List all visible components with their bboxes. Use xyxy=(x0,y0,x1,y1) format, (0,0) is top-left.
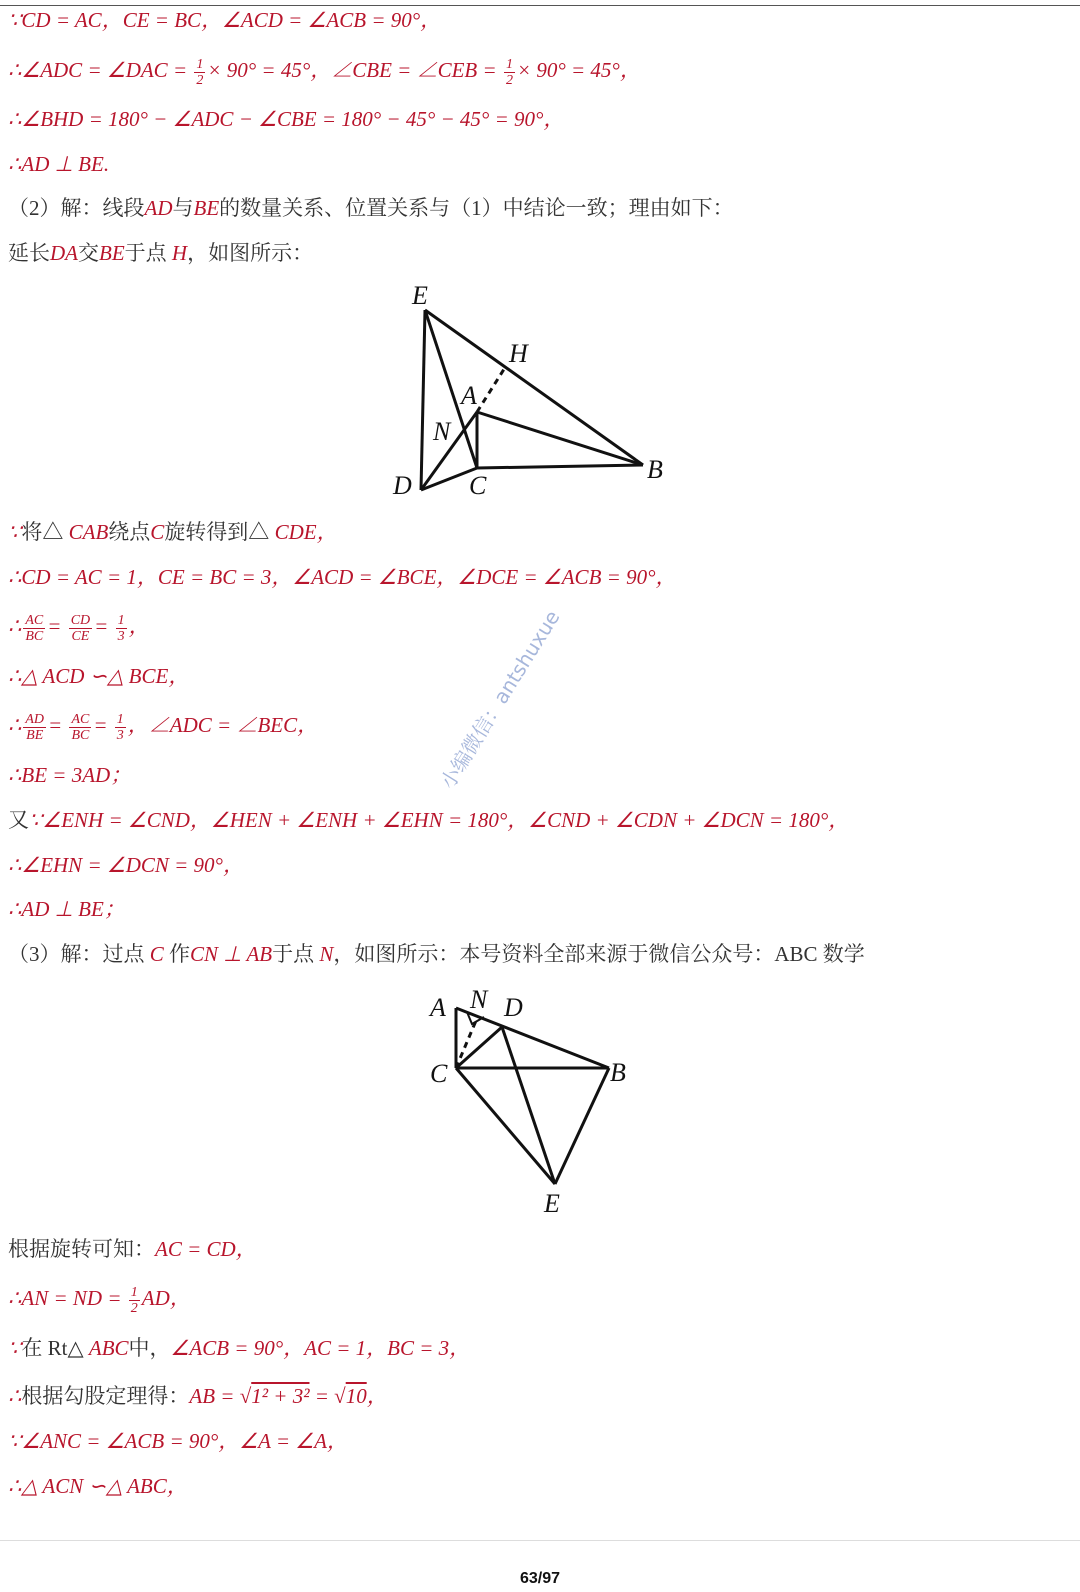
watermark: 小编微信：antshuxue xyxy=(435,605,565,793)
segment-EB xyxy=(425,310,643,465)
text-line-5: （2）解：线段AD与BE的数量关系、位置关系与（1）中结论一致；理由如下： xyxy=(8,196,734,220)
bottom-rule xyxy=(0,1540,1080,1541)
text-line-12: ∴BE = 3AD； xyxy=(8,763,132,787)
segment-ED xyxy=(421,310,425,490)
text-line-2: ∴∠ADC = ∠DAC = $\frac{1}{2}$ × 90° = 45°，∠CBE = ∠CEB = $\frac{1}{2}$ × 90° = 45°， xyxy=(8,56,641,88)
text-line-7: ∵将△ CAB绕点C旋转得到△ CDE， xyxy=(8,520,338,544)
label-B: B xyxy=(647,455,663,484)
text-line-8: ∴CD = AC = 1，CE = BC = 3，∠ACD = ∠BCE，∠DCE = ∠ACB = 90°， xyxy=(8,565,677,589)
segment-AH-dashed xyxy=(477,366,506,412)
text-line-20: ∴根据勾股定理得：AB = √1² + 3² = √10， xyxy=(8,1384,388,1408)
text-line-14: ∴∠EHN = ∠DCN = 90°， xyxy=(8,853,244,877)
label-B: B xyxy=(610,1058,626,1087)
figure-2 xyxy=(426,984,638,1216)
label-D: D xyxy=(393,471,412,500)
figure-1 xyxy=(385,282,677,500)
label-C: C xyxy=(430,1059,448,1088)
page-number: 63/97 xyxy=(519,1570,561,1587)
segment-CD xyxy=(456,1027,502,1068)
text-line-3: ∴∠BHD = 180° − ∠ADC − ∠CBE = 180° − 45° − 45° = 90°， xyxy=(8,107,565,131)
text-line-10: ∴△ ACD ∽△ BCE， xyxy=(8,664,190,688)
label-E: E xyxy=(412,282,428,310)
text-line-4: ∴AD ⊥ BE. xyxy=(8,152,110,176)
segment-AB xyxy=(477,412,643,465)
segment-DE xyxy=(502,1027,555,1184)
text-line-19: ∵在 Rt△ ABC中，∠ACB = 90°，AC = 1，BC = 3， xyxy=(8,1336,471,1360)
label-E: E xyxy=(544,1189,560,1216)
label-A: A xyxy=(430,993,446,1022)
text-line-15: ∴AD ⊥ BE； xyxy=(8,897,125,921)
label-A: A xyxy=(461,381,477,410)
label-C: C xyxy=(469,471,487,500)
label-N: N xyxy=(433,417,451,446)
segment-CB xyxy=(477,465,643,468)
text-line-22: ∴△ ACN ∽△ ABC， xyxy=(8,1474,188,1498)
label-N: N xyxy=(470,985,488,1014)
text-line-11: ∴ $\frac{AD}{BE}$ = $\frac{AC}{BC}$ = $\frac{1}{3}$ ，∠ADC = ∠BEC， xyxy=(8,711,319,743)
text-line-18: ∴AN = ND = $\frac{1}{2}$ AD， xyxy=(8,1284,191,1316)
segment-BE xyxy=(555,1068,609,1184)
text-line-21: ∵∠ANC = ∠ACB = 90°，∠A = ∠A， xyxy=(8,1429,348,1453)
text-line-6: 延长DA交BE于点 H，如图所示： xyxy=(8,241,314,265)
text-line-9: ∴ $\frac{AC}{BC}$ = $\frac{CD}{CE}$ = $\frac{1}{3}$ ， xyxy=(8,612,150,644)
text-line-16: （3）解：过点 C 作CN ⊥ AB于点 N，如图所示：本号资料全部来源于微信公众号：ABC 数学 xyxy=(8,942,865,966)
text-line-1: ∵CD = AC，CE = BC，∠ACD = ∠ACB = 90°， xyxy=(8,8,442,32)
text-line-17: 根据旋转可知：AC = CD， xyxy=(8,1237,257,1261)
label-H: H xyxy=(509,339,528,368)
segment-CE xyxy=(456,1068,555,1184)
text-line-13: 又∵∠ENH = ∠CND，∠HEN + ∠ENH + ∠EHN = 180°，∠CND + ∠CDN + ∠DCN = 180°， xyxy=(8,808,850,832)
label-D: D xyxy=(504,993,523,1022)
